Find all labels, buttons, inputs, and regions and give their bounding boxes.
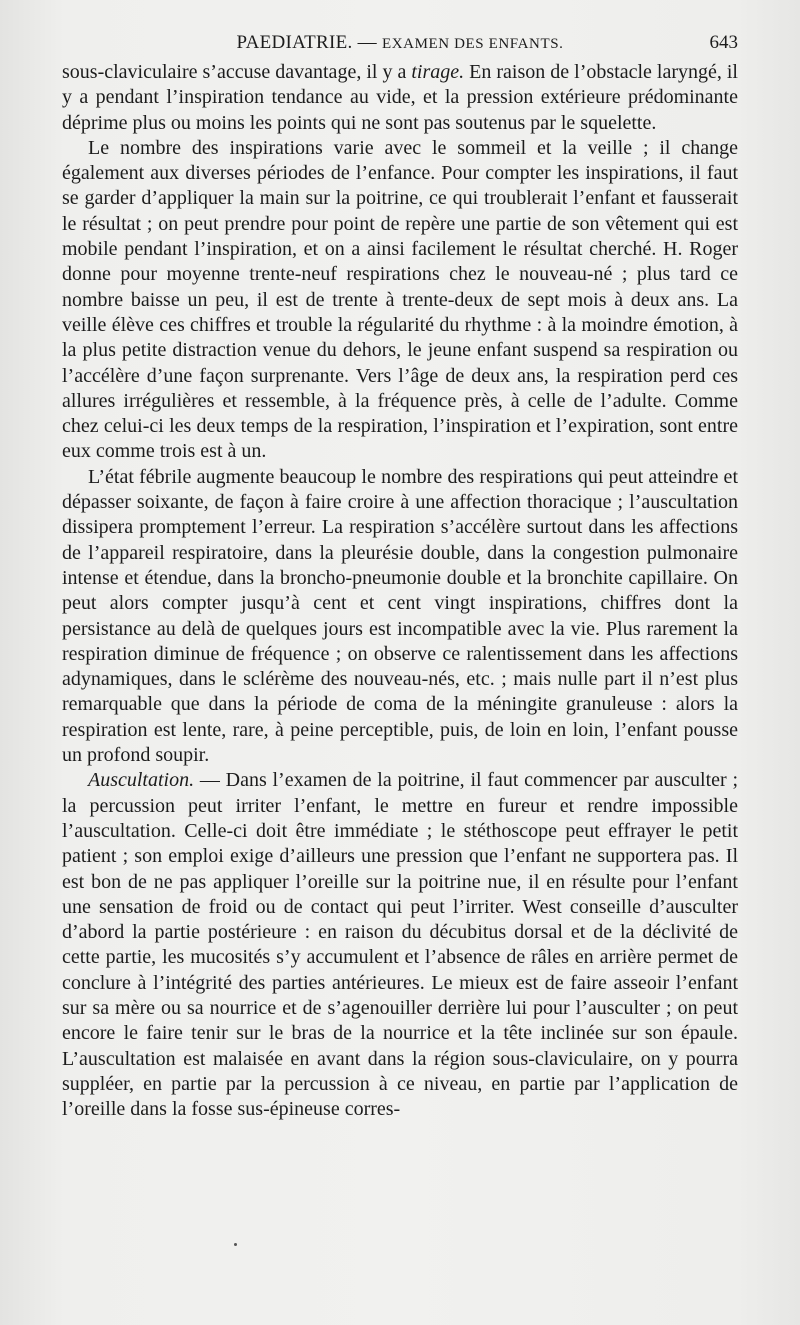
- body-text: [62, 60, 738, 1122]
- paragraph-text: En raison de l’obstacle laryngé, il y a pendant l’inspiration tendance au vide, et la pression extérieure prédominante déprime plus ou moins les points qui ne sont pas soutenus par le squelette.: [62, 61, 738, 134]
- running-title-left: PAEDIATRIE.: [236, 32, 353, 53]
- paragraph-text: — Dans l’examen de la poitrine, il faut commencer par ausculter ; la percussion peut irriter l’enfant, le mettre en fureur et rendre impossible l’auscultation. Celle-ci doit être immédiate ; le stéthoscope peut effrayer le petit patient ; son emploi exige d’ailleurs une pression que l’enfant ne supportera pas. Il est bon de ne pas appliquer l’oreille sur la poitrine nue, il en résulte pour l’enfant une sensation de froid ou de contact qui peut l’irriter. West conseille d’ausculter d’abord la partie postérieure : en raison du décubitus dorsal et de la déclivité de cette partie, les mucosités s’y accumulent et l’absence de râles en arrière permet de conclure à l’intégrité des parties antérieures. Le mieux est de faire asseoir l’enfant sur sa mère ou sa nourrice et de s’agenouiller derrière lui pour l’ausculter ; on peut encore le faire tenir sur le bras de la nourrice et la tête inclinée sur son épaule. L’auscultation est malaisée en avant dans la région sous-claviculaire, on y pourra suppléer, en partie par la percussion à ce niveau, en partie par l’application de l’oreille dans la fosse sus-épineuse corres-: [62, 769, 738, 1121]
- page-number: 643: [709, 32, 738, 53]
- paragraph-2: [62, 465, 738, 769]
- italic-term: tirage.: [411, 61, 465, 83]
- paragraph-text: L’état fébrile augmente beaucoup le nombre des respirations qui peut atteindre et dépasser soixante, de façon à faire croire à une affection thoracique ; l’auscultation dissipera promptement l’erreur. La respiration s’accélère surtout dans les affections de l’appareil respiratoire, dans la pleurésie double, dans la congestion pulmonaire intense et étendue, dans la broncho-pneumonie double et la bronchite capillaire. On peut alors compter jusqu’à cent et cent vingt inspirations, chiffres dont la persistance au delà de quelques jours est incompatible avec la vie. Plus rarement la respiration diminue de fréquence ; on observe ce ralentissement dans les affections adynamiques, dans le sclérème des nouveau-nés, etc. ; mais nulle part il n’est plus remarquable que dans la période de coma de la méningite granuleuse : alors la respiration est lente, rare, à peine perceptible, puis, de loin en loin, l’enfant pousse un profond soupir.: [62, 465, 738, 767]
- running-title-right: EXAMEN DES ENFANTS.: [381, 36, 564, 52]
- paragraph-1: [62, 136, 738, 465]
- running-header: [62, 32, 738, 58]
- paragraph-3: [62, 768, 738, 1122]
- paragraph-text: sous-claviculaire s’accuse davantage, il y a: [62, 61, 412, 83]
- paragraph-0: [62, 60, 738, 136]
- italic-term: Auscultation.: [88, 769, 195, 792]
- running-title-separator: —: [352, 32, 382, 53]
- paragraph-text: Le nombre des inspirations varie avec le sommeil et la veille ; il change également aux diverses périodes de l’enfance. Pour compter les inspirations, il faut se garder d’appliquer la main sur la poitrine, ce qui troublerait l’enfant et fausserait le résultat ; on peut prendre pour point de repère une partie de son vêtement qui est mobile pendant l’inspiration, et on a ainsi facilement le résultat cherché. H. Roger donne pour moyenne trente-neuf respirations chez le nouveau-né ; plus tard ce nombre baisse un peu, il est de trente à trente-deux de sept mois à deux ans. La veille élève ces chiffres et trouble la régularité du rhythme : à la moindre émotion, à la plus petite distraction venue du dehors, le jeune enfant suspend sa respiration ou l’accélère d’une façon surprenante. Vers l’âge de deux ans, la respiration perd ces allures irrégulières et ressemble, à la fréquence près, à celle de l’adulte. Comme chez celui-ci les deux temps de la respiration, l’inspiration et l’expiration, sont entre eux comme trois est à un.: [62, 136, 738, 463]
- running-title: [62, 32, 738, 54]
- print-speck: [234, 1243, 237, 1246]
